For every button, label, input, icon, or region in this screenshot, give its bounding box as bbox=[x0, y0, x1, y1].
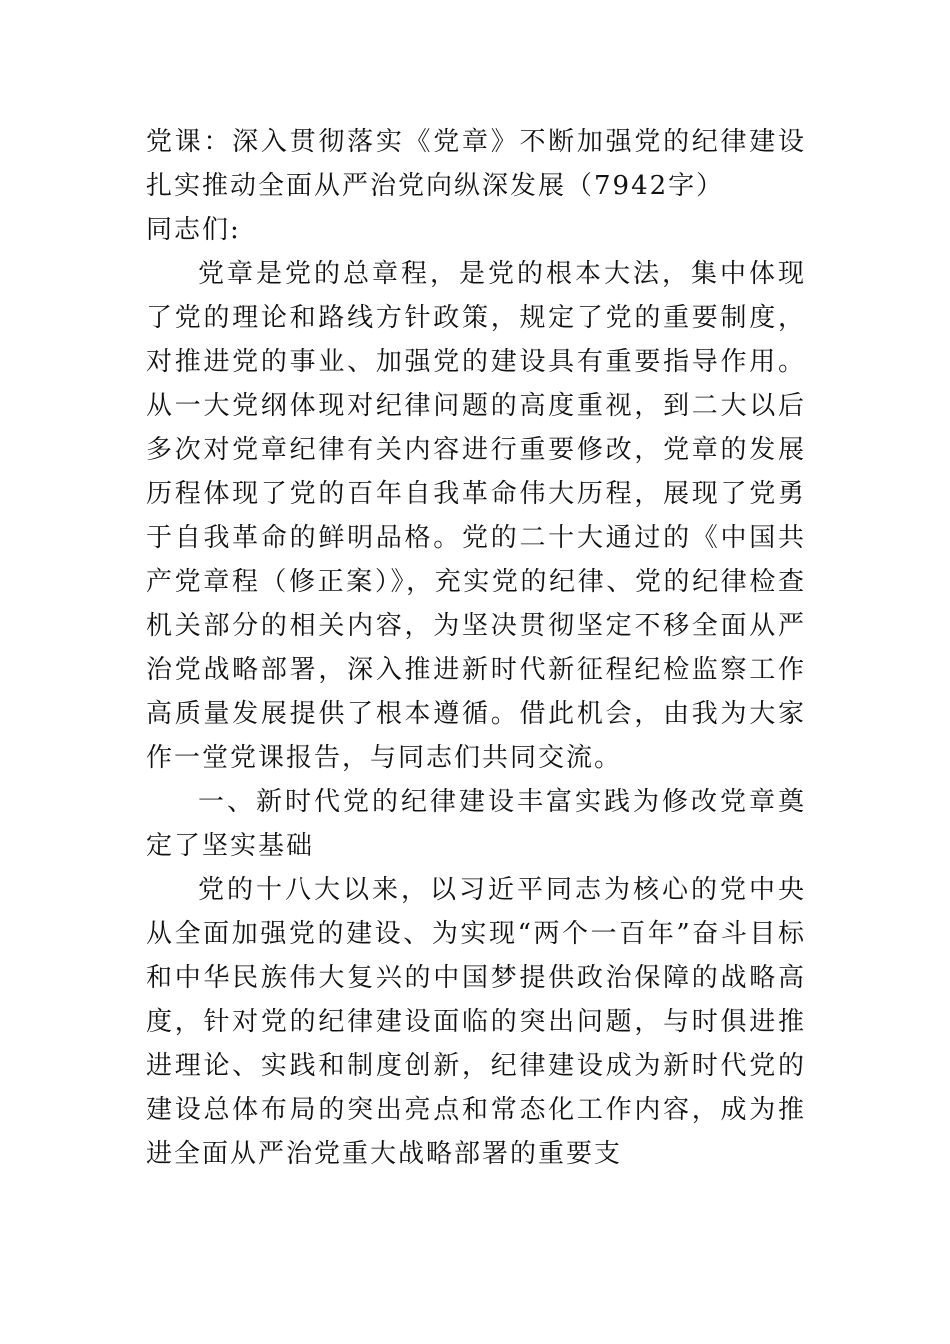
body-paragraph: 党的十八大以来，以习近平同志为核心的党中央从全面加强党的建设、为实现“两个一百年”奋斗目标和中华民族伟大复兴的中国梦提供政治保障的战略高度，针对党的纪律建设面临的突出问题，与时俱进推进理论、实践和制度创新，纪律建设成为新时代党的建设总体布局的突出亮点和常态化工作内容，成为推进全面从严治党重大战略部署的重要支 bbox=[146, 875, 806, 1169]
body-paragraph: 党章是党的总章程，是党的根本大法，集中体现了党的理论和路线方针政策，规定了党的重要制度，对推进党的事业、加强党的建设具有重要指导作用。从一大党纲体现对纪律问题的高度重视，到二大以后多次对党章纪律有关内容进行重要修改，党章的发展历程体现了党的百年自我革命伟大历程，展现了党勇于自我革命的鲜明品格。党的二十大通过的《中国共产党章程（修正案）》，充实党的纪律、党的纪律检查机关部分的相关内容，为坚决贯彻坚定不移全面从严治党战略部署，深入推进新时代新征程纪检监察工作高质量发展提供了根本遵循。借此机会，由我为大家作一堂党课报告，与同志们共同交流。 bbox=[146, 259, 806, 773]
section-heading: 一、新时代党的纪律建设丰富实践为修改党章奠定了坚实基础 bbox=[146, 787, 806, 861]
document-body bbox=[146, 120, 806, 1176]
greeting: 同志们: bbox=[146, 215, 241, 245]
document-title: 党课：深入贯彻落实《党章》不断加强党的纪律建设扎实推动全面从严治党向纵深发展（7942字） bbox=[146, 127, 806, 201]
